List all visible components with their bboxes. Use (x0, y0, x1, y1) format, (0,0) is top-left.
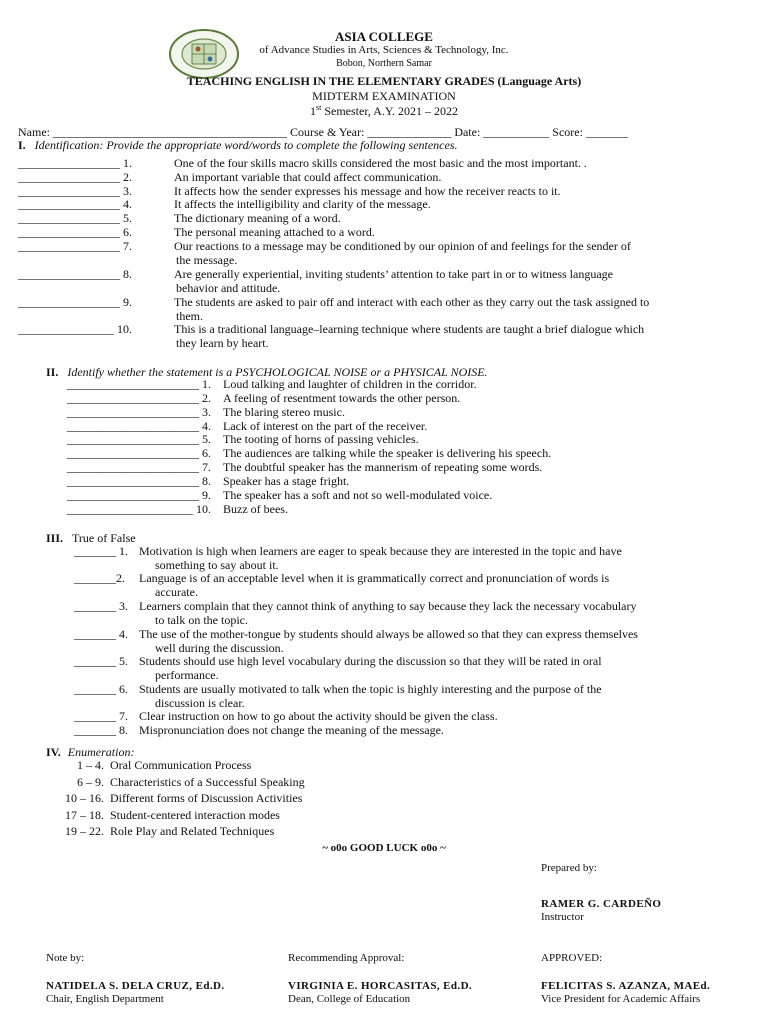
question-text: The audiences are talking while the speaker is delivering his speech. (223, 446, 552, 460)
answer-blank[interactable]: _______ 3. (74, 599, 128, 613)
question-text: Speaker has a stage fright. (223, 474, 350, 488)
enumeration-range: 19 – 22. (65, 824, 104, 838)
section-3-item (74, 654, 602, 682)
enumeration-item (40, 825, 274, 839)
recommending-name: VIRGINIA E. HORCASITAS, Ed.D. (288, 980, 473, 992)
question-text: It affects the intelligibility and clarity of the message. (174, 197, 431, 211)
noted-by-name: NATIDELA S. DELA CRUZ, Ed.D. (46, 980, 225, 992)
section-1-heading (18, 138, 458, 153)
answer-blank[interactable]: ______________________ 6. (67, 446, 211, 460)
answer-blank[interactable]: _________________ 3. (18, 184, 132, 198)
semester-ord: 1 (310, 104, 316, 118)
enumeration-range: 6 – 9. (77, 775, 104, 789)
question-text-continuation: the message. (176, 252, 238, 267)
question-text: A feeling of resentment towards the other person. (223, 391, 461, 405)
question-text-continuation: something to say about it. (155, 557, 279, 572)
question-text: The speaker has a soft and not so well-modulated voice. (223, 488, 493, 502)
school-address: Bobon, Northern Samar (336, 58, 432, 69)
enumeration-item (40, 776, 305, 790)
answer-blank[interactable]: _________________ 4. (18, 197, 132, 211)
section-3-item (74, 627, 638, 655)
section-1-number: I. (18, 138, 26, 152)
question-text: An important variable that could affect communication. (174, 170, 442, 184)
enumeration-topic: Characteristics of a Successful Speaking (110, 775, 305, 789)
section-2-item (67, 377, 477, 392)
semester-sup: st (316, 103, 322, 112)
question-text: Language is of an acceptable level when it is grammatically correct and pronunciation of words is (139, 571, 610, 585)
section-3-instruction: True of False (72, 531, 136, 545)
question-text: Learners complain that they cannot think of anything to say because they lack the necessary vocabulary (139, 599, 637, 613)
section-1-item (18, 211, 341, 226)
question-text-continuation: accurate. (155, 584, 198, 599)
recommending-label: Recommending Approval: (288, 952, 405, 964)
school-subtitle: of Advance Studies in Arts, Sciences & Technology, Inc. (259, 44, 509, 56)
approved-name: FELICITAS S. AZANZA, MAEd. (541, 980, 711, 992)
enumeration-item (40, 759, 251, 773)
answer-blank[interactable]: _______ 1. (74, 544, 128, 558)
prepared-by-name: RAMER G. CARDEÑO (541, 898, 662, 910)
question-text: It affects how the sender expresses his message and how the receiver reacts to it. (174, 184, 561, 198)
answer-blank[interactable]: ______________________ 8. (67, 474, 211, 488)
answer-blank[interactable]: _________________ 9. (18, 295, 132, 309)
course-title: TEACHING ENGLISH IN THE ELEMENTARY GRADES (Language Arts) (186, 74, 582, 88)
answer-blank[interactable]: _______ 4. (74, 627, 128, 641)
answer-blank[interactable]: ______________________ 7. (67, 460, 211, 474)
section-2-item (67, 488, 493, 503)
answer-blank[interactable]: ______________________ 9. (67, 488, 211, 502)
noted-by-label: Note by: (46, 952, 85, 964)
question-text: Lack of interest on the part of the receiver. (223, 419, 428, 433)
question-text: Loud talking and laughter of children in the corridor. (223, 377, 477, 391)
student-info-line[interactable]: Name: _______________________________________ Course & Year: ______________ Date: ___________ Score: _______ (18, 125, 628, 139)
good-luck-closing: ~ o0o GOOD LUCK o0o ~ (322, 842, 446, 854)
section-2-number: II. (46, 365, 59, 379)
answer-blank[interactable]: _______ 5. (74, 654, 128, 668)
enumeration-range: 17 – 18. (65, 808, 104, 822)
question-text: The tooting of horns of passing vehicles. (223, 432, 419, 446)
question-text: The students are asked to pair off and interact with each other as they carry out the task assigned to (174, 295, 650, 309)
section-1-item (18, 322, 645, 350)
section-2-item (67, 405, 345, 420)
section-1-item (18, 267, 613, 295)
question-text: The blaring stereo music. (223, 405, 345, 419)
answer-blank[interactable]: _________________ 7. (18, 239, 132, 253)
answer-blank[interactable]: _________________ 1. (18, 156, 132, 170)
section-2-item (67, 446, 552, 461)
enumeration-topic: Role Play and Related Techniques (110, 824, 275, 838)
answer-blank[interactable]: _______ 7. (74, 709, 128, 723)
noted-by-title: Chair, English Department (46, 993, 164, 1005)
answer-blank[interactable]: _______2. (74, 571, 125, 585)
question-text: Motivation is high when learners are eager to speak because they are interested in the topic and have (139, 544, 622, 558)
section-3-item (74, 599, 637, 627)
section-1-item (18, 225, 375, 240)
question-text-continuation: behavior and attitude. (176, 280, 281, 295)
question-text-continuation: discussion is clear. (155, 695, 245, 710)
answer-blank[interactable]: ______________________ 4. (67, 419, 211, 433)
section-2-item (67, 502, 288, 517)
enumeration-item (40, 809, 280, 823)
answer-blank[interactable]: _______ 6. (74, 682, 128, 696)
question-text: This is a traditional language–learning technique where students are taught a brief dialogue which (174, 322, 645, 336)
question-text-continuation: to talk on the topic. (155, 612, 248, 627)
approved-label: APPROVED: (541, 952, 603, 964)
enumeration-topic: Different forms of Discussion Activities (110, 791, 303, 805)
section-4-number: IV. (46, 745, 61, 759)
answer-blank[interactable]: _______ 8. (74, 723, 128, 737)
section-2-item (67, 460, 543, 475)
enumeration-item (40, 792, 302, 806)
question-text: Are generally experiential, inviting students’ attention to take part in or to witness language (174, 267, 613, 281)
section-2-item (67, 474, 350, 489)
section-1-item (18, 295, 650, 323)
section-3-item (74, 682, 602, 710)
question-text: Clear instruction on how to go about the activity should be given the class. (139, 709, 498, 723)
question-text-continuation: performance. (155, 667, 219, 682)
question-text-continuation: well during the discussion. (155, 640, 284, 655)
section-3-item (74, 709, 498, 724)
section-1-instruction: Identification: Provide the appropriate word/words to complete the following sentences. (34, 138, 458, 152)
answer-blank[interactable]: ______________________ 1. (67, 377, 211, 391)
question-text-continuation: them. (176, 308, 203, 323)
question-text-continuation: they learn by heart. (176, 335, 269, 350)
answer-blank[interactable]: ______________________ 2. (67, 391, 211, 405)
approved-title: Vice President for Academic Affairs (541, 993, 701, 1005)
question-text: Buzz of bees. (223, 502, 288, 516)
question-text: Students should use high level vocabulary during the discussion so that they will be rated in oral (139, 654, 602, 668)
prepared-by-title: Instructor (541, 911, 584, 923)
answer-blank[interactable]: _____________________ 10. (67, 502, 211, 516)
section-3-number: III. (46, 531, 64, 545)
section-3-item (74, 723, 444, 738)
answer-blank[interactable]: _________________ 8. (18, 267, 132, 281)
question-text: The personal meaning attached to a word. (174, 225, 375, 239)
answer-blank[interactable]: ________________ 10. (18, 322, 132, 336)
question-text: The doubtful speaker has the mannerism of repeating some words. (223, 460, 543, 474)
exam-title: MIDTERM EXAMINATION (312, 89, 456, 103)
answer-blank[interactable]: _________________ 5. (18, 211, 132, 225)
question-text: Our reactions to a message may be conditioned by our opinion of and feelings for the sender of (174, 239, 631, 253)
question-text: The dictionary meaning of a word. (174, 211, 341, 225)
section-2-item (67, 391, 461, 406)
section-3-item (74, 571, 610, 599)
semester-line (0, 103, 768, 119)
enumeration-topic: Oral Communication Process (110, 758, 252, 772)
section-2-instruction: Identify whether the statement is a PSYCHOLOGICAL NOISE or a PHYSICAL NOISE. (67, 365, 488, 379)
section-1-item (18, 239, 631, 267)
section-1-item (18, 197, 431, 212)
recommending-title: Dean, College of Education (288, 993, 411, 1005)
answer-blank[interactable]: ______________________ 5. (67, 432, 211, 446)
question-text: The use of the mother-tongue by students should always be allowed so that they can express themselves (139, 627, 638, 641)
enumeration-topic: Student-centered interaction modes (110, 808, 280, 822)
school-name: ASIA COLLEGE (335, 29, 433, 44)
question-text: Students are usually motivated to talk when the topic is highly interesting and the purpose of the (139, 682, 602, 696)
semester-rest: Semester, A.Y. 2021 – 2022 (321, 104, 458, 118)
section-3-item (74, 544, 622, 572)
answer-blank[interactable]: _________________ 2. (18, 170, 132, 184)
question-text: One of the four skills macro skills considered the most basic and the most important. . (174, 156, 587, 170)
enumeration-range: 1 – 4. (77, 758, 104, 772)
section-1-item (18, 156, 587, 171)
section-2-item (67, 432, 419, 447)
prepared-by-label: Prepared by: (541, 862, 597, 874)
answer-blank[interactable]: ______________________ 3. (67, 405, 211, 419)
section-1-item (18, 170, 442, 185)
enumeration-range: 10 – 16. (65, 791, 104, 805)
question-text: Mispronunciation does not change the meaning of the message. (139, 723, 444, 737)
answer-blank[interactable]: _________________ 6. (18, 225, 132, 239)
section-4-instruction: Enumeration: (67, 745, 135, 759)
